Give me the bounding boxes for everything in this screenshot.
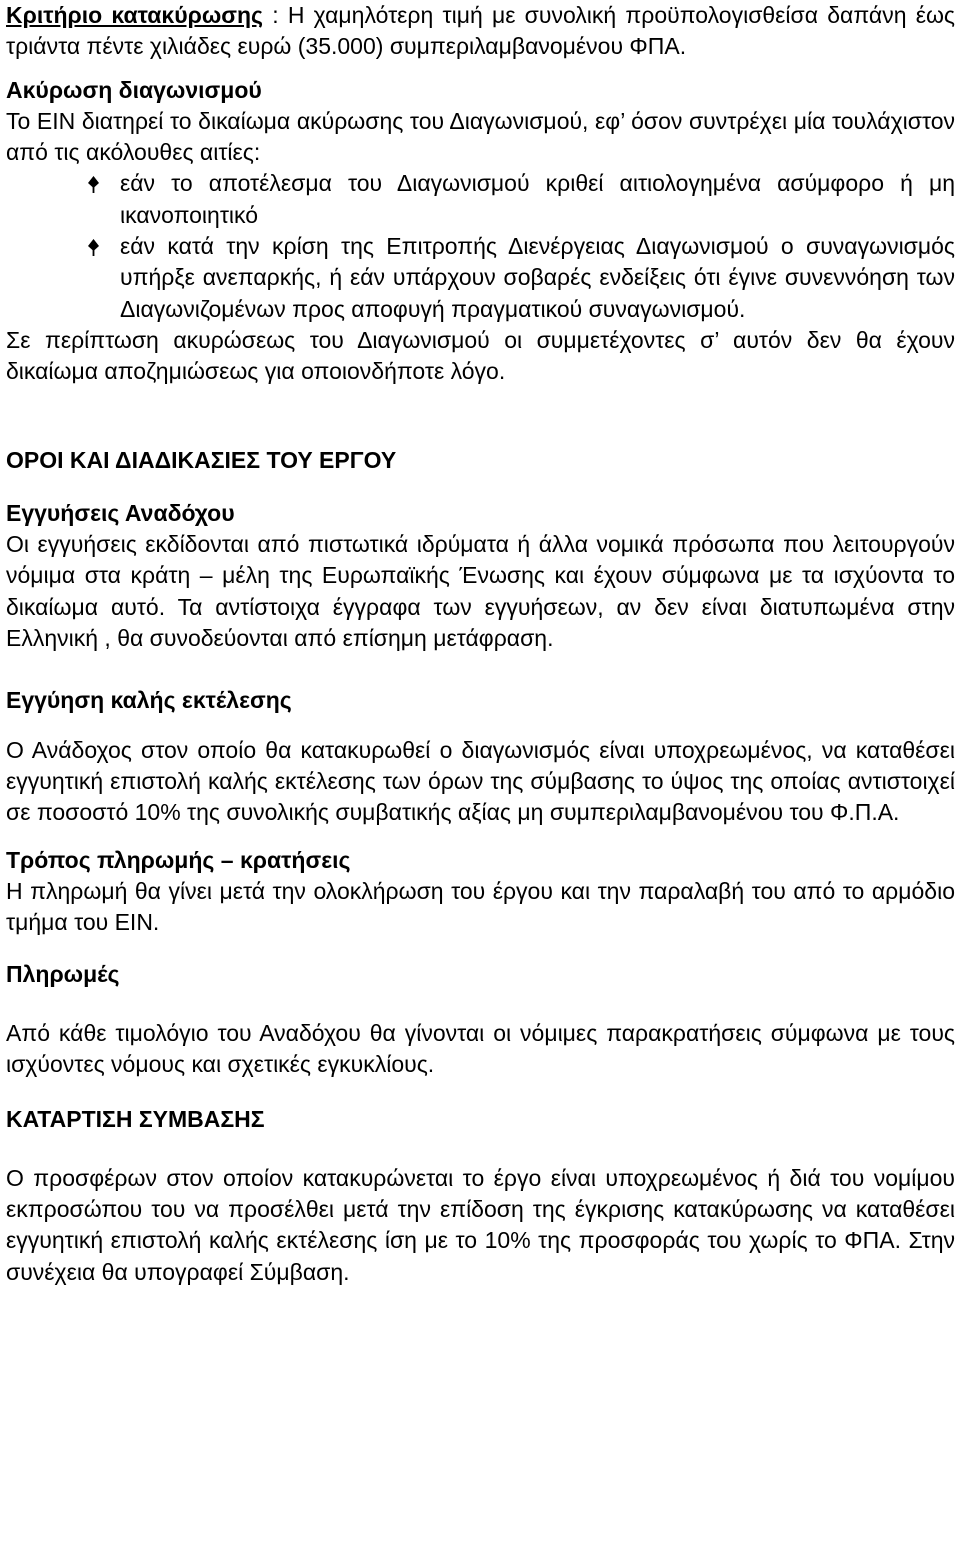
payment-method-text: Η πληρωμή θα γίνει μετά την ολοκλήρωση του έργου και την παραλαβή του από το αρμόδιο τμήμα του ΕΙΝ. [6, 877, 955, 936]
award-criterion-label: Κριτήριο κατακύρωσης [6, 2, 264, 28]
list-item [6, 168, 955, 231]
payments-heading: Πληρωμές [6, 961, 120, 988]
payments-text: Από κάθε τιμολόγιο του Αναδόχου θα γίνονται οι νόμιμες παρακρατήσεις σύμφωνα με τους ισχύοντες νόμους και σχετικές εγκυκλίους. [6, 1019, 955, 1078]
list-item-text: εάν το αποτέλεσμα του Διαγωνισμού κριθεί αιτιολογημένα ασύμφορο ή μη ικανοποιητικό [120, 170, 955, 228]
terms-heading: ΟΡΟΙ ΚΑΙ ΔΙΑΔΙΚΑΣΙΕΣ ΤΟΥ ΕΡΓΟΥ [6, 446, 397, 473]
award-criterion-text: : Η χαμηλότερη τιμή με συνολική προϋπολογισθείσα δαπάνη έως τριάντα πέντε χιλιάδες ευρώ (35.000) συμπεριλαμβανομένου ΦΠΑ. [6, 2, 955, 60]
contract-heading: ΚΑΤΑΡΤΙΣΗ ΣΥΜΒΑΣΗΣ [6, 1106, 265, 1133]
performance-guarantee-text: Ο Ανάδοχος στον οποίο θα κατακυρωθεί ο διαγωνισμός είναι υποχρεωμένος, να καταθέσει εγγυητική επιστολή καλής εκτέλεσης των όρων της σύμβασης το ύψος της οποίας αντιστοιχεί σε ποσοστό 10% της συνολικής συμβατικής αξίας μη συμπεριλαμβανομένου του Φ.Π.Α. [6, 736, 955, 826]
cancellation-reasons-list [6, 168, 955, 324]
list-item [6, 231, 955, 325]
diamond-bullet-icon [86, 176, 101, 193]
cancellation-heading: Ακύρωση διαγωνισμού [6, 76, 262, 103]
performance-guarantee-heading: Εγγύηση καλής εκτέλεσης [6, 687, 292, 714]
award-criterion-paragraph [6, 0, 955, 63]
contract-text: Ο προσφέρων στον οποίον κατακυρώνεται το έργο είναι υποχρεωμένος ή διά του νομίμου εκπροσώπου του να προσέλθει μετά την επίδοση της έγκρισης κατακύρωσης να καταθέσει εγγυητική επιστολή καλής εκτέλεσης ίση με το 10% της προσφοράς του χωρίς το ΦΠΑ. Στην συνέχεια θα υπογραφεί Σύμβαση. [6, 1164, 955, 1285]
contractor-guarantees-heading: Εγγυήσεις Αναδόχου [6, 499, 235, 526]
cancellation-closing: Σε περίπτωση ακυρώσεως του Διαγωνισμού οι συμμετέχοντες σ’ αυτόν δεν θα έχουν δικαίωμα αποζημιώσεως για οποιονδήποτε λόγο. [6, 326, 955, 385]
diamond-bullet-icon [86, 239, 101, 256]
list-item-text: εάν κατά την κρίση της Επιτροπής Διενέργειας Διαγωνισμού ο συναγωνισμός υπήρξε ανεπαρκής, ή εάν υπάρχουν σοβαρές ενδείξεις ότι έγινε συνεννόηση των Διαγωνιζομένων προς αποφυγή πραγματικού συναγωνισμού. [120, 233, 955, 322]
contractor-guarantees-text: Οι εγγυήσεις εκδίδονται από πιστωτικά ιδρύματα ή άλλα νομικά πρόσωπα που λειτουργούν νόμιμα στα κράτη – μέλη της Ευρωπαϊκής Ένωσης και έχουν σύμφωνα με τα ισχύοντα το δικαίωμα αυτό. Τα αντίστοιχα έγγραφα των εγγυήσεων, αν δεν είναι διατυπωμένα στην Ελληνική , θα συνοδεύονται από επίσημη μετάφραση. [6, 531, 955, 652]
cancellation-intro: Το ΕΙΝ διατηρεί το δικαίωμα ακύρωσης του Διαγωνισμού, εφ’ όσον συντρέχει μία τουλάχιστον από τις ακόλουθες αιτίες: [6, 107, 955, 166]
payment-method-heading: Τρόπος πληρωμής – κρατήσεις [6, 846, 351, 873]
